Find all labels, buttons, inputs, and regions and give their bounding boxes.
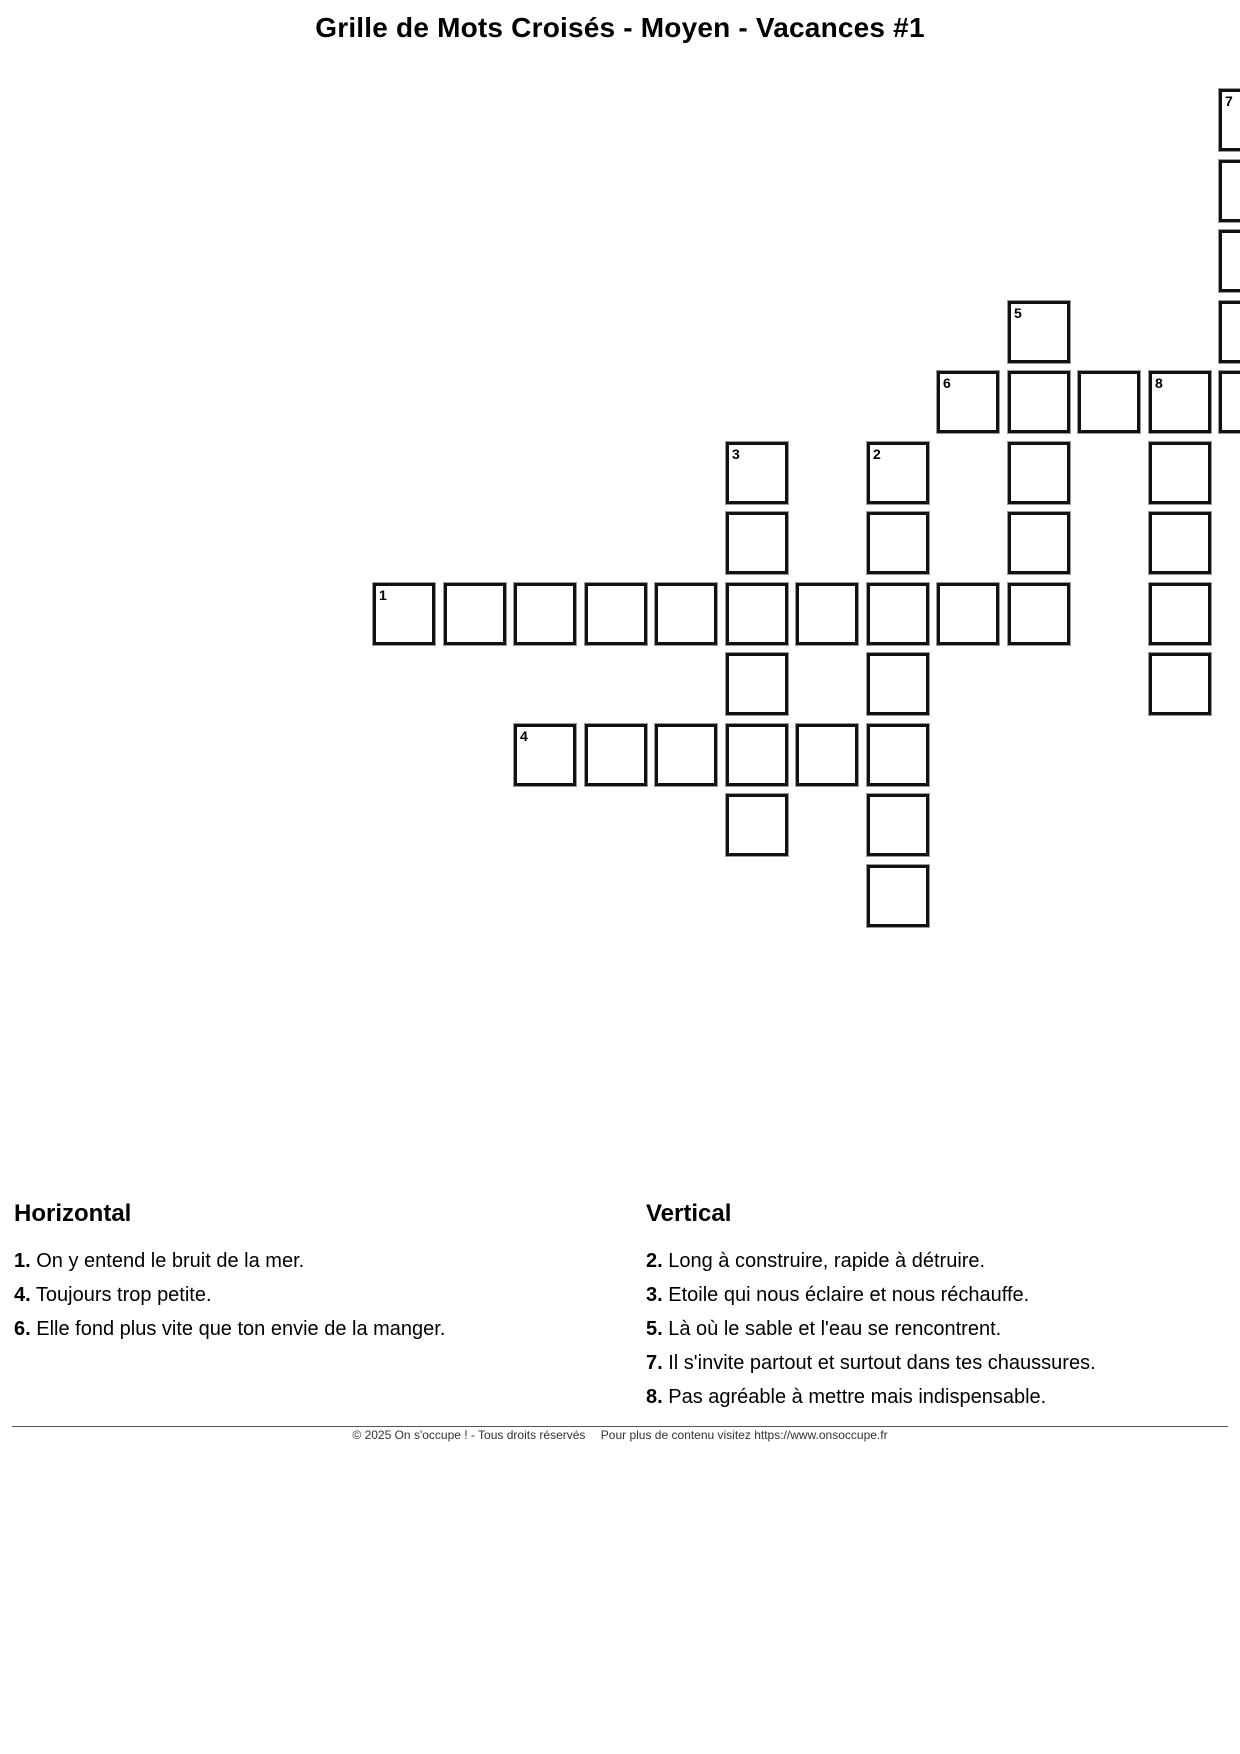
grid-cell[interactable] (1218, 159, 1240, 223)
clue-text: Elle fond plus vite que ton envie de la manger. (36, 1318, 446, 1340)
grid-cell[interactable] (1007, 441, 1071, 505)
grid-cell[interactable] (1148, 582, 1212, 646)
clue-item (14, 1278, 614, 1312)
clue-item (14, 1312, 614, 1346)
grid-cell[interactable] (584, 582, 648, 646)
grid-cell[interactable] (866, 582, 930, 646)
grid-cell[interactable] (866, 511, 930, 575)
grid-cell[interactable] (725, 511, 789, 575)
cell-number: 1 (379, 587, 387, 603)
clue-text: Long à construire, rapide à détruire. (668, 1250, 986, 1272)
footer-link-text: Pour plus de contenu visitez https://www.onsoccupe.fr (600, 1428, 888, 1442)
footer-copyright: © 2025 On s'occupe ! - Tous droits réservés (352, 1428, 586, 1442)
grid-cell[interactable] (1218, 229, 1240, 293)
grid-cell[interactable] (725, 582, 789, 646)
grid-cell[interactable] (513, 582, 577, 646)
grid-cell[interactable] (936, 370, 1000, 434)
cell-number: 2 (873, 446, 881, 462)
clue-text: Il s'invite partout et surtout dans tes chaussures. (668, 1352, 1096, 1374)
vertical-heading: Vertical (646, 1200, 732, 1227)
grid-cell[interactable] (1148, 441, 1212, 505)
clue-text: Toujours trop petite. (35, 1284, 212, 1306)
grid-cell[interactable] (584, 723, 648, 787)
cell-number: 7 (1225, 93, 1233, 109)
grid-cell[interactable] (1007, 582, 1071, 646)
grid-cell[interactable] (1077, 370, 1141, 434)
grid-cell[interactable] (372, 582, 436, 646)
clue-text: Pas agréable à mettre mais indispensable. (668, 1386, 1047, 1408)
grid-cell[interactable] (725, 441, 789, 505)
clue-item (646, 1380, 1236, 1414)
grid-cell[interactable] (936, 582, 1000, 646)
grid-cell[interactable] (1218, 370, 1240, 434)
footer (0, 1428, 1240, 1442)
grid-cell[interactable] (1007, 300, 1071, 364)
clue-item (14, 1244, 614, 1278)
clue-number: 5. (646, 1318, 663, 1340)
grid-cell[interactable] (866, 723, 930, 787)
grid-cell[interactable] (866, 864, 930, 928)
clue-number: 4. (14, 1284, 31, 1306)
clue-number: 1. (14, 1250, 31, 1272)
grid-cell[interactable] (654, 582, 718, 646)
grid-cell[interactable] (654, 723, 718, 787)
clue-number: 7. (646, 1352, 663, 1374)
grid-cell[interactable] (725, 652, 789, 716)
cell-number: 4 (520, 728, 528, 744)
grid-cell[interactable] (443, 582, 507, 646)
cell-number: 3 (732, 446, 740, 462)
grid-cell[interactable] (866, 441, 930, 505)
grid-cell[interactable] (1007, 370, 1071, 434)
clue-number: 2. (646, 1250, 663, 1272)
grid-cell[interactable] (1218, 88, 1240, 152)
grid-cell[interactable] (1218, 300, 1240, 364)
footer-divider (12, 1426, 1228, 1427)
clue-text: Etoile qui nous éclaire et nous réchauffe. (668, 1284, 1030, 1306)
grid-cell[interactable] (1007, 511, 1071, 575)
grid-cell[interactable] (513, 723, 577, 787)
cell-number: 8 (1155, 375, 1163, 391)
grid-cell[interactable] (1148, 370, 1212, 434)
clue-number: 8. (646, 1386, 663, 1408)
grid-cell[interactable] (866, 793, 930, 857)
clue-number: 6. (14, 1318, 31, 1340)
vertical-clues (646, 1200, 1236, 1414)
cell-number: 6 (943, 375, 951, 391)
grid-cell[interactable] (725, 723, 789, 787)
grid-cell[interactable] (725, 793, 789, 857)
grid-cell[interactable] (1148, 511, 1212, 575)
horizontal-clues (14, 1200, 614, 1346)
page-title: Grille de Mots Croisés - Moyen - Vacances #1 (315, 12, 925, 43)
clue-item (646, 1278, 1236, 1312)
grid-cell[interactable] (795, 723, 859, 787)
horizontal-heading: Horizontal (14, 1200, 132, 1227)
clue-item (646, 1312, 1236, 1346)
clue-number: 3. (646, 1284, 663, 1306)
clue-text: Là où le sable et l'eau se rencontrent. (668, 1318, 1002, 1340)
clue-text: On y entend le bruit de la mer. (36, 1250, 305, 1272)
cell-number: 5 (1014, 305, 1022, 321)
clue-item (646, 1346, 1236, 1380)
grid-cell[interactable] (1148, 652, 1212, 716)
grid-cell[interactable] (795, 582, 859, 646)
grid-cell[interactable] (866, 652, 930, 716)
clue-item (646, 1244, 1236, 1278)
